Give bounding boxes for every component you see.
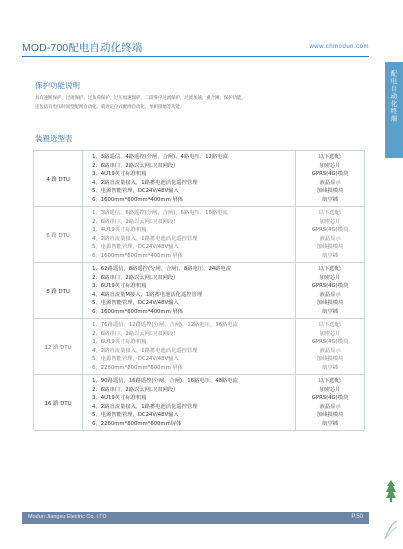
feature-line: 6、1600mm*600mm*400mm 屏体 — [92, 308, 184, 315]
feature-line: 4、4路直流量M接入，1路蓄电池活化遥控管理 — [92, 291, 203, 298]
option-line: 加线损模块 — [316, 356, 344, 362]
header-divider — [22, 56, 369, 57]
feature-line: 1、3路遥信、4路遥控(分闸、合闸)、4路电压、12路电流 — [92, 154, 228, 160]
protection-line-2: 还包括有电压时间型配网自动化、就近定位式配网自动化、单相接地等功能。 — [35, 105, 185, 110]
option-line: GPRS(4G)模块 — [311, 227, 349, 233]
option-line: 以下选配: — [318, 266, 342, 272]
option-line: GPRS(4G)模块 — [311, 395, 349, 401]
option-line: 加线损模块 — [316, 244, 344, 250]
option-line: 加密芯片 — [319, 386, 341, 393]
feature-line: 3、4U19英寸标准机箱 — [92, 395, 147, 401]
option-line: 液晶显示 — [319, 403, 341, 410]
feature-line: 2、6路串口、2路以太网口(双网段） — [92, 330, 179, 337]
feature-list-cell — [83, 151, 296, 207]
website-url[interactable]: www.chmodun.com — [309, 44, 369, 50]
option-line: 航空插 — [322, 420, 338, 427]
feature-list-cell — [83, 263, 296, 319]
protection-heading: 保护功能说明 — [35, 81, 80, 90]
feature-line: 1、76路遥信、12路遥控(分闸、合闸)、12路电压、36路电流 — [92, 322, 238, 328]
option-line: 加线损模块 — [316, 188, 344, 194]
option-line: 加密芯片 — [319, 162, 341, 169]
selection-row — [34, 375, 365, 431]
selection-row — [34, 263, 365, 319]
feature-line: 3、4U19英寸标准机箱 — [92, 227, 147, 233]
feature-line: 6、1600mm*600mm*400mm 屏体 — [92, 252, 184, 259]
option-line: 以下选配: — [318, 210, 342, 216]
feature-line: 2、6路串口、2路以太网口(双网段） — [92, 162, 179, 169]
side-category-tab[interactable] — [385, 62, 403, 158]
options-cell — [296, 151, 365, 207]
feature-line: 6、2260mm*800mm*600mm屏体 — [92, 420, 182, 427]
feature-line: 5、电源智能管理，DC24V/48V输入 — [92, 412, 179, 418]
feature-line: 4、2路直流量接入，1路蓄电池活化遥控管理 — [92, 235, 198, 242]
option-line: 加密芯片 — [319, 274, 341, 281]
page-title: MOD-700配电自动化终端 — [22, 42, 143, 54]
feature-line: 5、电源智能管理，DC24V/48V输入 — [92, 300, 179, 306]
feature-line: 3、6U19英寸标准机箱 — [92, 283, 147, 289]
feature-line: 2、6路串口、2路以太网口(双网段） — [92, 274, 179, 281]
option-line: 航空插 — [322, 364, 338, 371]
option-line: 以下选配: — [318, 154, 342, 160]
option-line: 航空插 — [322, 252, 338, 259]
dtu-type-cell: 8 路 DTU — [34, 263, 83, 319]
dtu-type-cell: 6 路 DTU — [34, 207, 83, 263]
page-number: P.50 — [351, 514, 363, 520]
option-line: 航空插 — [322, 308, 338, 315]
dtu-type-cell: 12 路 DTU — [34, 319, 83, 375]
options-cell — [296, 263, 365, 319]
feature-line: 4、2路直流量接入，1路蓄电池活化遥控管理 — [92, 179, 198, 186]
option-line: 以下选配: — [318, 322, 342, 328]
option-line: 加密芯片 — [319, 330, 341, 337]
feature-line: 3、4U19英寸标准机箱 — [92, 171, 147, 177]
selection-row — [34, 207, 365, 263]
options-cell — [296, 319, 365, 375]
option-line: 加线损模块 — [316, 412, 344, 418]
feature-line: 1、62路遥信、8路遥控(分闸、合闸)、8路电压、24路电流 — [92, 266, 232, 272]
option-line: 液晶显示 — [319, 179, 341, 186]
option-line: 加密芯片 — [319, 218, 341, 225]
feature-line: 3、6U19英寸标准机箱 — [92, 339, 147, 345]
feature-line: 6、2260mm*800mm*600mm 屏体 — [92, 364, 184, 371]
option-line: 航空插 — [322, 196, 338, 203]
company-logo-icon — [384, 478, 398, 504]
selection-row — [34, 151, 365, 207]
feature-line: 2、6路串口、2路以太网口(双网段） — [92, 218, 179, 225]
dtu-type-cell: 16 路 DTU — [34, 375, 83, 431]
option-line: GPRS(4G)模块 — [311, 283, 349, 289]
option-line: 加线损模块 — [316, 300, 344, 306]
feature-list-cell — [83, 207, 296, 263]
feature-list-cell — [83, 375, 296, 431]
feature-line: 5、电源智能管理，DC24V/48V输入 — [92, 244, 179, 250]
dtu-type-cell: 4 路 DTU — [34, 151, 83, 207]
feature-line: 4、2路直流量接入，1路蓄电池活化遥控管理 — [92, 403, 198, 410]
option-line: GPRS(4G)模块 — [311, 171, 349, 177]
option-line: 液晶显示 — [319, 291, 341, 298]
options-cell — [296, 375, 365, 431]
option-line: GPRS(4G)模块 — [311, 339, 349, 345]
footer-company: Modun Jiangsu Electric Co. LTD — [28, 514, 107, 520]
option-line: 液晶显示 — [319, 235, 341, 242]
feature-line: 6、1600mm*600mm*400mm 屏体 — [92, 196, 184, 203]
feature-line: 4、2路直流量接入，1路蓄电池活化遥控管理 — [92, 347, 198, 354]
feature-line: 5、电源智能管理，DC24V/48V输入 — [92, 188, 179, 194]
feature-list-cell — [83, 319, 296, 375]
option-line: 以下选配: — [318, 378, 342, 384]
corner-decoration-icon — [383, 519, 399, 541]
feature-line: 1、90路遥信、16路遥控(分闸、合闸)、16路电压、48路电流 — [92, 378, 238, 384]
option-line: 液晶显示 — [319, 347, 341, 354]
protection-line-1: 具有速断保护、过流保护、过负荷保护、过压加速保护、二段零序过流保护、过流加速、重合闸、保护功能。 — [35, 96, 246, 101]
selection-row — [34, 319, 365, 375]
selection-table — [33, 150, 365, 431]
feature-line: 1、3路遥信、6路遥控(分闸、合闸)、6路电压、18路电流 — [92, 210, 228, 216]
side-tab-label: 配电自动化终端 — [389, 70, 398, 123]
options-cell — [296, 207, 365, 263]
selection-heading: 装置选型表 — [35, 134, 73, 143]
feature-line: 2、6路串口、2路以太网口(双网段） — [92, 386, 179, 393]
feature-line: 5、电源智能管理，DC24V/48V输入 — [92, 356, 179, 362]
